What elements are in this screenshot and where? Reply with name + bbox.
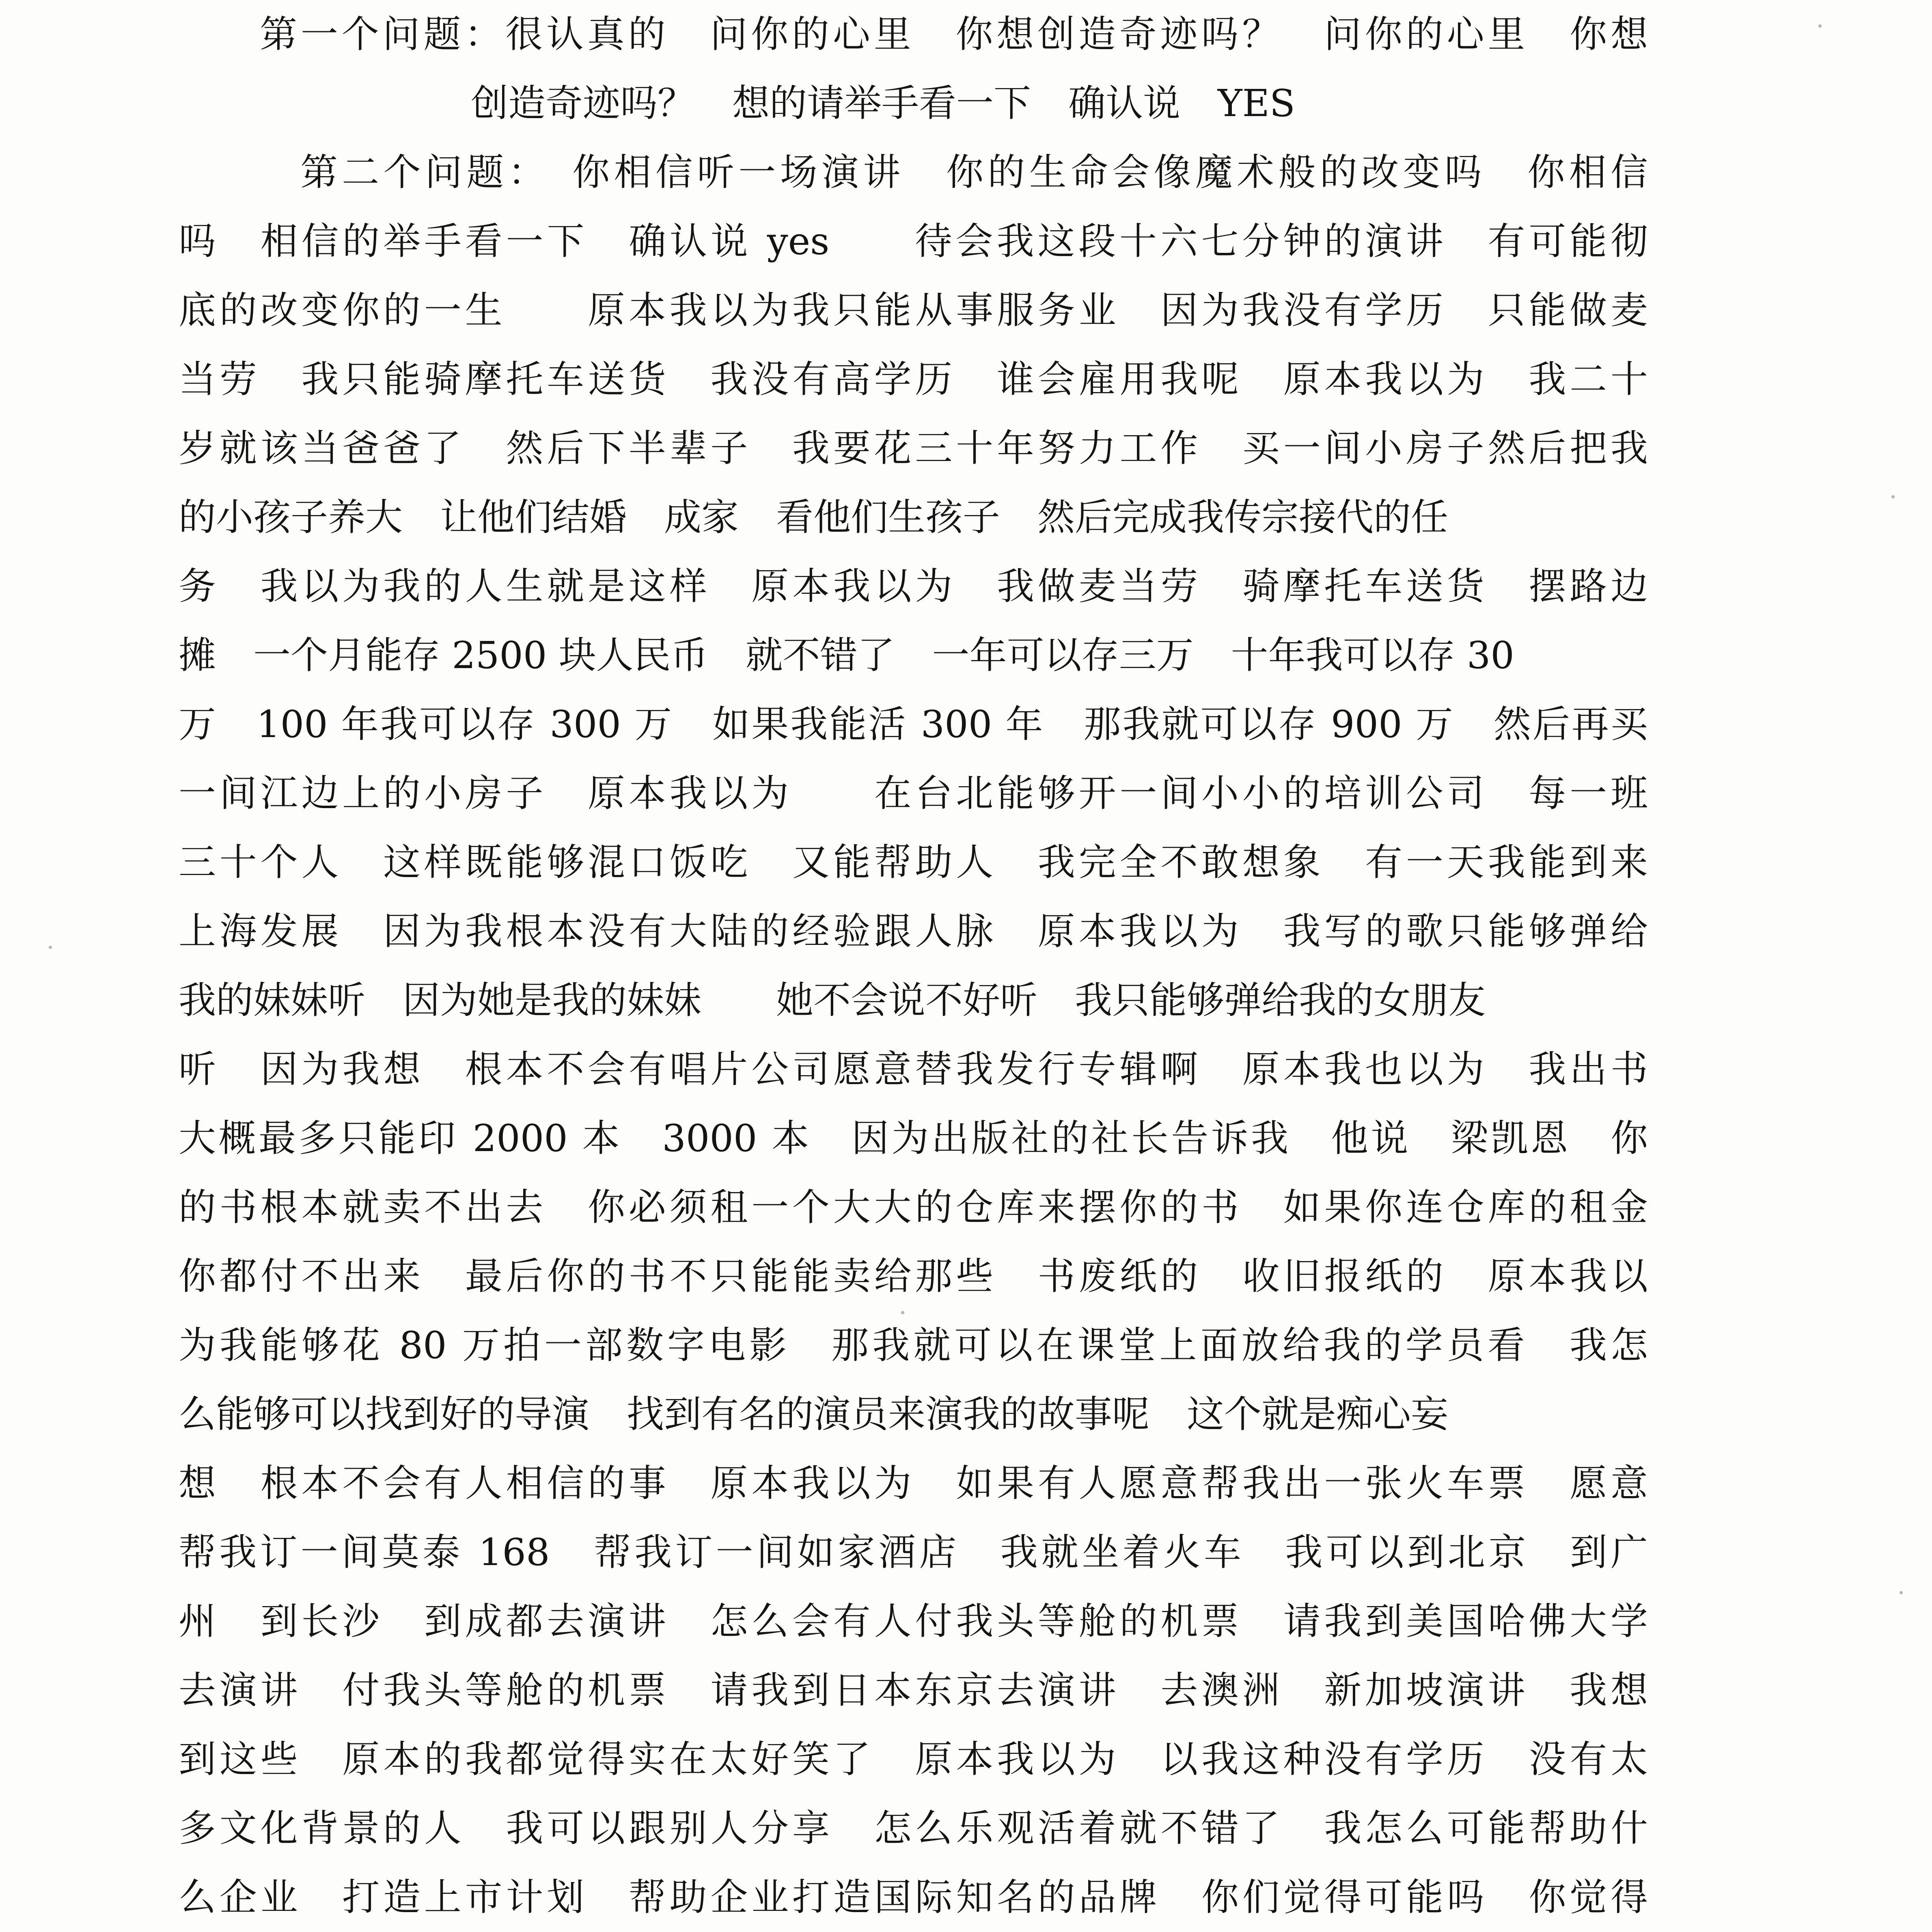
text-line-27: 多文化背景的人 我可以跟别人分享 怎么乐观活着就不错了 我怎么可能帮助什 — [179, 1807, 1648, 1850]
scan-speck — [901, 1311, 904, 1314]
text-line-7: 岁就该当爸爸了 然后下半辈子 我要花三十年努力工作 买一间小房子然后把我 — [179, 427, 1648, 470]
text-line-16: 听 因为我想 根本不会有唱片公司愿意替我发行专辑啊 原本我也以为 我出书 — [179, 1048, 1648, 1091]
text-line-22: 想 根本不会有人相信的事 原本我以为 如果有人愿意帮我出一张火车票 愿意 — [179, 1462, 1648, 1505]
text-line-28: 么企业 打造上市计划 帮助企业打造国际知名的品牌 你们觉得可能吗 你觉得 — [179, 1876, 1648, 1919]
text-line-26: 到这些 原本的我都觉得实在太好笑了 原本我以为 以我这种没有学历 没有太 — [179, 1738, 1648, 1781]
scan-speck — [49, 946, 52, 949]
text-line-4: 吗 相信的举手看一下 确认说 yes 待会我这段十六七分钟的演讲 有可能彻 — [179, 220, 1648, 263]
scan-speck — [1891, 495, 1895, 498]
text-line-3: 第二个问题： 你相信听一场演讲 你的生命会像魔术般的改变吗 你相信 — [300, 151, 1648, 194]
text-line-24: 州 到长沙 到成都去演讲 怎么会有人付我头等舱的机票 请我到美国哈佛大学 — [179, 1600, 1648, 1643]
text-line-11: 万 100 年我可以存 300 万 如果我能活 300 年 那我就可以存 900 万 然后再买 — [179, 703, 1648, 746]
text-line-19: 你都付不出来 最后你的书不只能能卖给那些 书废纸的 收旧报纸的 原本我以 — [179, 1255, 1648, 1298]
scan-speck — [1818, 24, 1822, 28]
scan-speck — [1900, 1591, 1903, 1594]
text-line-2: 创造奇迹吗？ 想的请举手看一下 确认说 YES — [471, 82, 1295, 125]
text-line-12: 一间江边上的小房子 原本我以为 在台北能够开一间小小的培训公司 每一班 — [179, 772, 1648, 815]
text-line-14: 上海发展 因为我根本没有大陆的经验跟人脉 原本我以为 我写的歌只能够弹给 — [179, 910, 1648, 953]
text-line-21: 么能够可以找到好的导演 找到有名的演员来演我的故事呢 这个就是痴心妄 — [179, 1393, 1449, 1436]
text-line-10: 摊 一个月能存 2500 块人民币 就不错了 一年可以存三万 十年我可以存 30 — [179, 634, 1514, 677]
text-line-6: 当劳 我只能骑摩托车送货 我没有高学历 谁会雇用我呢 原本我以为 我二十 — [179, 358, 1648, 401]
text-line-5: 底的改变你的一生 原本我以为我只能从事服务业 因为我没有学历 只能做麦 — [179, 289, 1648, 332]
text-line-20: 为我能够花 80 万拍一部数字电影 那我就可以在课堂上面放给我的学员看 我怎 — [179, 1324, 1648, 1367]
text-line-18: 的书根本就卖不出去 你必须租一个大大的仓库来摆你的书 如果你连仓库的租金 — [179, 1186, 1648, 1229]
text-line-9: 务 我以为我的人生就是这样 原本我以为 我做麦当劳 骑摩托车送货 摆路边 — [179, 565, 1648, 608]
text-line-25: 去演讲 付我头等舱的机票 请我到日本东京去演讲 去澳洲 新加坡演讲 我想 — [179, 1669, 1648, 1712]
text-line-17: 大概最多只能印 2000 本 3000 本 因为出版社的社长告诉我 他说 梁凯恩 你 — [179, 1117, 1648, 1160]
text-line-8: 的小孩子养大 让他们结婚 成家 看他们生孩子 然后完成我传宗接代的任 — [179, 496, 1449, 539]
text-line-1: 第一个问题：很认真的 问你的心里 你想创造奇迹吗？ 问你的心里 你想 — [260, 13, 1648, 56]
text-line-15: 我的妹妹听 因为她是我的妹妹 她不会说不好听 我只能够弹给我的女朋友 — [179, 979, 1486, 1022]
text-line-13: 三十个人 这样既能够混口饭吃 又能帮助人 我完全不敢想象 有一天我能到来 — [179, 841, 1648, 884]
text-line-23: 帮我订一间莫泰 168 帮我订一间如家酒店 我就坐着火车 我可以到北京 到广 — [179, 1531, 1648, 1574]
